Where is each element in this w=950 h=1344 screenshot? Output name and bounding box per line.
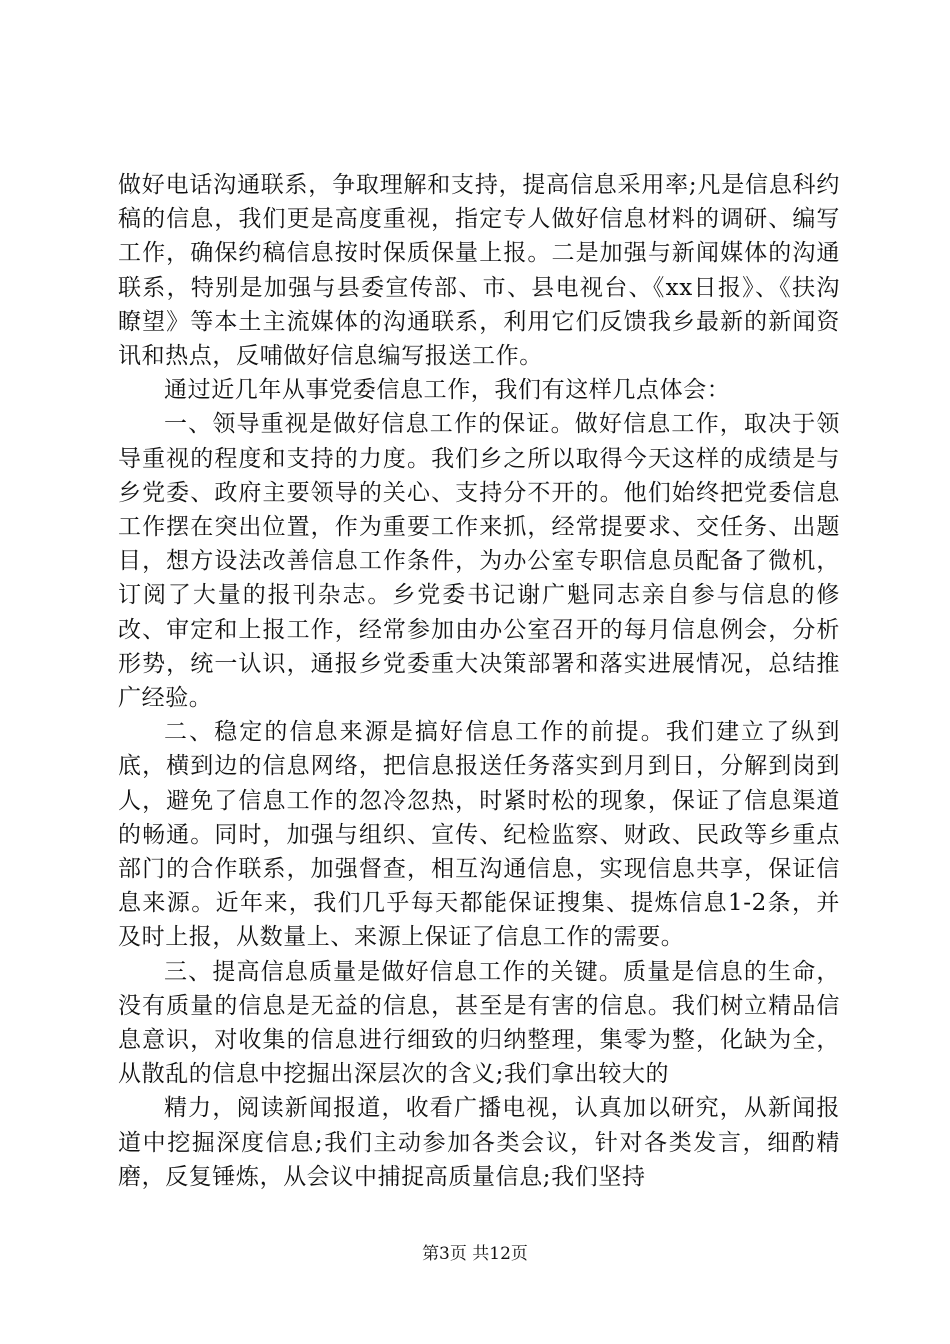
paragraph-continuation: 做好电话沟通联系，争取理解和支持，提高信息采用率;凡是信息科约稿的信息，我们更是高度重视，指定专人做好信息材料的调研、编写工作，确保约稿信息按时保质保量上报。二是加强与新闻媒体的沟通联系，特别是加强与县委宣传部、市、县电视台、《xx日报》、《扶沟瞭望》等本土主流媒体的沟通联系，利用它们反馈我乡最新的新闻资讯和热点，反哺做好信息编写报送工作。	[118, 172, 840, 370]
page-number-footer: 第3页 共12页	[422, 1244, 528, 1264]
paragraph-point-three-continued: 精力，阅读新闻报道，收看广播电视，认真加以研究，从新闻报道中挖掘深度信息;我们主动参加各类会议，针对各类发言，细酌精磨，反复锤炼，从会议中捕捉高质量信息;我们坚持	[118, 1095, 840, 1190]
paragraph-point-three: 三、提高信息质量是做好信息工作的关键。质量是信息的生命，没有质量的信息是无益的信息，甚至是有害的信息。我们树立精品信息意识，对收集的信息进行细致的归纳整理，集零为整，化缺为全，从散乱的信息中挖掘出深层次的含义;我们拿出较大的	[118, 958, 840, 1088]
document-body	[118, 168, 840, 1194]
paragraph-intro: 通过近几年从事党委信息工作，我们有这样几点体会：	[164, 377, 731, 404]
paragraph-point-two: 二、稳定的信息来源是搞好信息工作的前提。我们建立了纵到底，横到边的信息网络，把信息报送任务落实到月到日，分解到岗到人，避免了信息工作的忽冷忽热，时紧时松的现象，保证了信息渠道的畅通。同时，加强与组织、宣传、纪检监察、财政、民政等乡重点部门的合作联系，加强督查，相互沟通信息，实现信息共享，保证信息来源。近年来，我们几乎每天都能保证搜集、提炼信息1-2条，并及时上报，从数量上、来源上保证了信息工作的需要。	[118, 719, 840, 951]
paragraph-point-one: 一、领导重视是做好信息工作的保证。做好信息工作，取决于领导重视的程度和支持的力度。我们乡之所以取得今天这样的成绩是与乡党委、政府主要领导的关心、支持分不开的。他们始终把党委信息工作摆在突出位置，作为重要工作来抓，经常提要求、交任务、出题目，想方设法改善信息工作条件，为办公室专职信息员配备了微机，订阅了大量的报刊杂志。乡党委书记谢广魁同志亲自参与信息的修改、审定和上报工作，经常参加由办公室召开的每月信息例会，分析形势，统一认识，通报乡党委重大决策部署和落实进展情况，总结推广经验。	[118, 411, 840, 712]
